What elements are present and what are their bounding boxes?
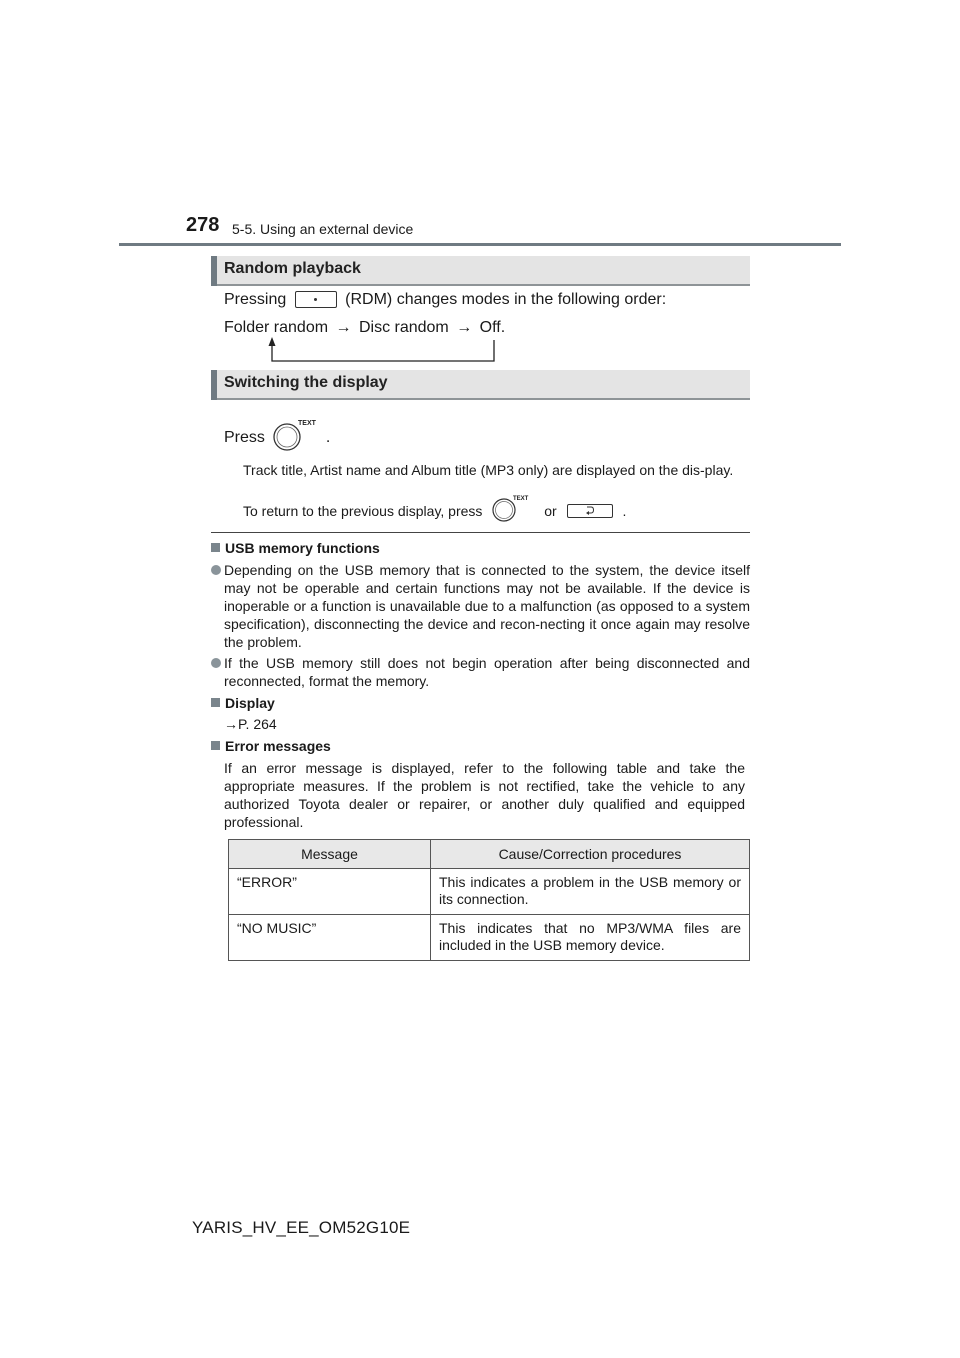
display-description: Track title, Artist name and Album title (MP3 only) are displayed on the dis-play. [243,462,734,478]
chapter-title: 5-5. Using an external device [232,221,414,237]
seq-arrow-2: → [456,319,473,336]
message-cell: “NO MUSIC” [229,915,431,961]
header-rule [119,243,841,246]
notes-divider [211,532,750,533]
circle-bullet-icon [211,565,221,575]
header-message: Message [229,840,431,869]
return-or: or [544,503,557,519]
rdm-suffix: (RDM) changes modes in the following order: [345,291,667,308]
page-number: 278 [186,214,220,236]
seq-arrow-1: → [335,319,352,336]
seq-off: Off. [479,319,506,336]
text-knob-icon [271,418,321,452]
cause-cell: This indicates that no MP3/WMA files are included in the USB memory device. [431,915,750,961]
usb-note-2: If the USB memory still does not begin operation after being disconnected and reconnected, format the memory. [224,655,750,689]
table-row [229,915,750,961]
switching-display-title: Switching the display [224,374,388,391]
usb-memory-heading [211,540,380,556]
random-playback-title: Random playback [224,260,361,277]
usb-note-1: Depending on the USB memory that is connected to the system, the device itself may not be operable and certain functions may not be available. If the device is inoperable or a function is unavailable due to a malfunction (as opposed to a system specification), disconnecting the device and recon-necting it once again may resolve the problem. [224,562,750,650]
error-messages-heading [211,738,331,754]
rdm-instruction [224,291,666,309]
table-row [229,869,750,915]
press-text-instruction [224,420,331,452]
switching-display-heading [211,370,750,400]
press-prefix: Press [224,429,265,446]
text-knob-small-icon [490,494,534,522]
square-bullet-icon [211,698,220,707]
return-suffix: . [622,503,627,519]
rdm-prefix: Pressing [224,291,287,308]
message-cell: “ERROR” [229,869,431,915]
knob-small-label: TEXT [513,496,529,502]
back-button-icon [567,504,613,518]
seq-disc: Disc random [358,319,449,336]
square-bullet-icon [211,741,220,750]
error-heading-text: Error messages [225,738,331,754]
circle-bullet-icon [211,658,221,668]
display-page-reference: →P. 264 [224,716,277,732]
return-prefix: To return to the previous display, press [243,503,483,519]
knob-label: TEXT [298,420,317,427]
random-sequence [224,319,505,337]
sequence-loop-arrow-icon [262,336,502,366]
seq-folder: Folder random [224,319,329,336]
rdm-button-icon [295,291,337,308]
random-playback-heading [211,256,750,286]
display-heading-text: Display [225,695,275,711]
press-suffix: . [325,429,331,446]
square-bullet-icon [211,543,220,552]
error-message-table [228,839,750,961]
document-code: YARIS_HV_EE_OM52G10E [192,1218,411,1237]
cause-cell: This indicates a problem in the USB memory or its connection. [431,869,750,915]
error-intro: If an error message is displayed, refer to the following table and take the appropriate measures. If the problem is not rectified, take the vehicle to any authorized Toyota dealer or repairer, or another duly qualified and equipped professional. [224,760,745,830]
return-instruction [243,496,627,522]
display-heading [211,695,275,711]
table-header-row [229,840,750,869]
usb-heading-text: USB memory functions [225,540,380,556]
header-cause: Cause/Correction procedures [431,840,750,869]
